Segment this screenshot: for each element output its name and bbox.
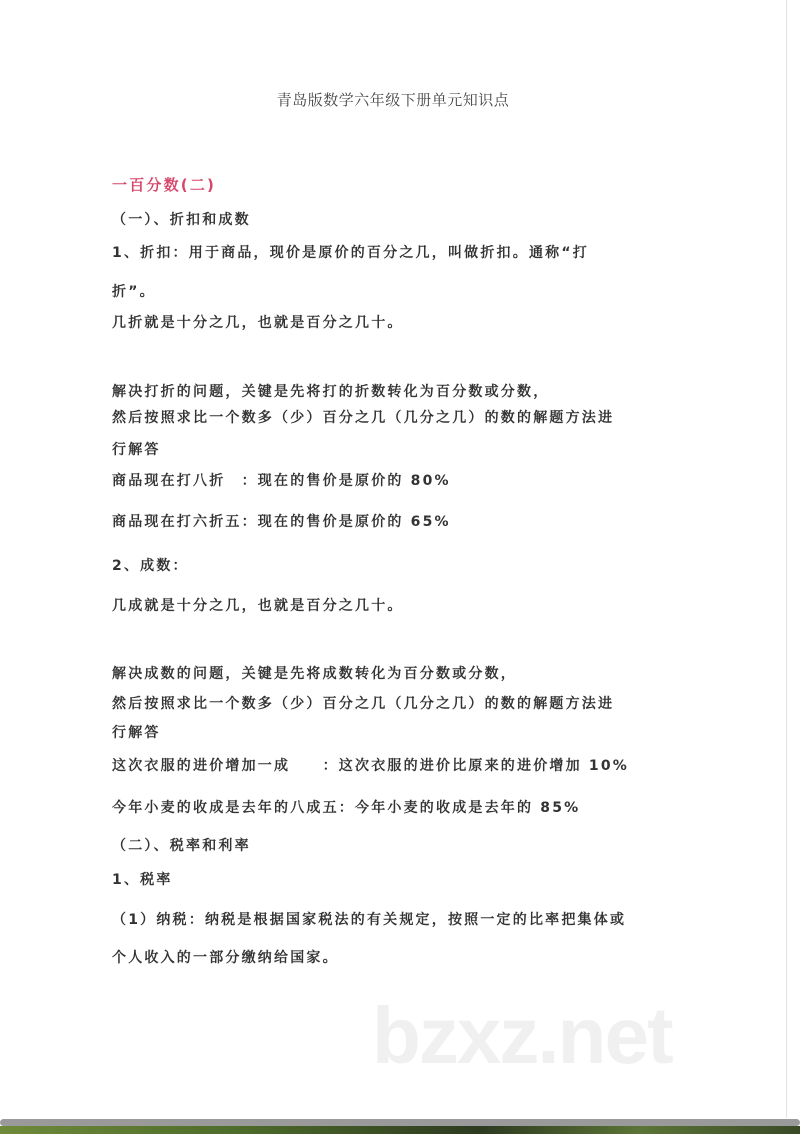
paragraph-line: 行解答 (112, 442, 161, 458)
document-title: 青岛版数学六年级下册单元知识点 (276, 91, 510, 109)
paragraph-line: 个人收入的一部分缴纳给国家。 (112, 950, 339, 966)
subsection-heading: （二）、税率和利率 (112, 838, 251, 854)
paragraph-line: 1、折扣：用于商品，现价是原价的百分之几，叫做折扣。通称“打 (112, 245, 589, 261)
paragraph-line: 几成就是十分之几，也就是百分之几十。 (112, 598, 404, 614)
paragraph-line: （1）纳税：纳税是根据国家税法的有关规定，按照一定的比率把集体或 (112, 912, 627, 928)
section-heading: 一百分数(二) (112, 176, 217, 194)
paragraph-line: 几折就是十分之几，也就是百分之几十。 (112, 315, 404, 331)
paragraph-line: 商品现在打六折五：现在的售价是原价的 65% (112, 514, 451, 530)
paragraph-line: 折”。 (112, 284, 156, 300)
paragraph-line: 商品现在打八折 ：现在的售价是原价的 80% (112, 473, 451, 489)
paragraph-line: 解决成数的问题，关键是先将成数转化为百分数或分数， (112, 666, 517, 682)
watermark: bzxz.net (372, 991, 672, 1080)
subsection-heading: （一）、折扣和成数 (112, 212, 251, 228)
paragraph-line: 2、成数： (112, 558, 189, 574)
paragraph-line: 然后按照求比一个数多（少）百分之几（几分之几）的数的解题方法进 (112, 410, 615, 426)
paragraph-line: 1、税率 (112, 872, 173, 888)
paragraph-line: 行解答 (112, 725, 161, 741)
paragraph-line: 这次衣服的进价增加一成 ：这次衣服的进价比原来的进价增加 10% (112, 758, 629, 774)
paragraph-line: 解决打折的问题，关键是先将打的折数转化为百分数或分数， (112, 384, 550, 400)
background-image-strip (0, 1126, 800, 1134)
horizontal-scrollbar[interactable] (0, 1119, 800, 1126)
paragraph-line: 今年小麦的收成是去年的八成五：今年小麦的收成是去年的 85% (112, 800, 581, 816)
paragraph-line: 然后按照求比一个数多（少）百分之几（几分之几）的数的解题方法进 (112, 696, 615, 712)
